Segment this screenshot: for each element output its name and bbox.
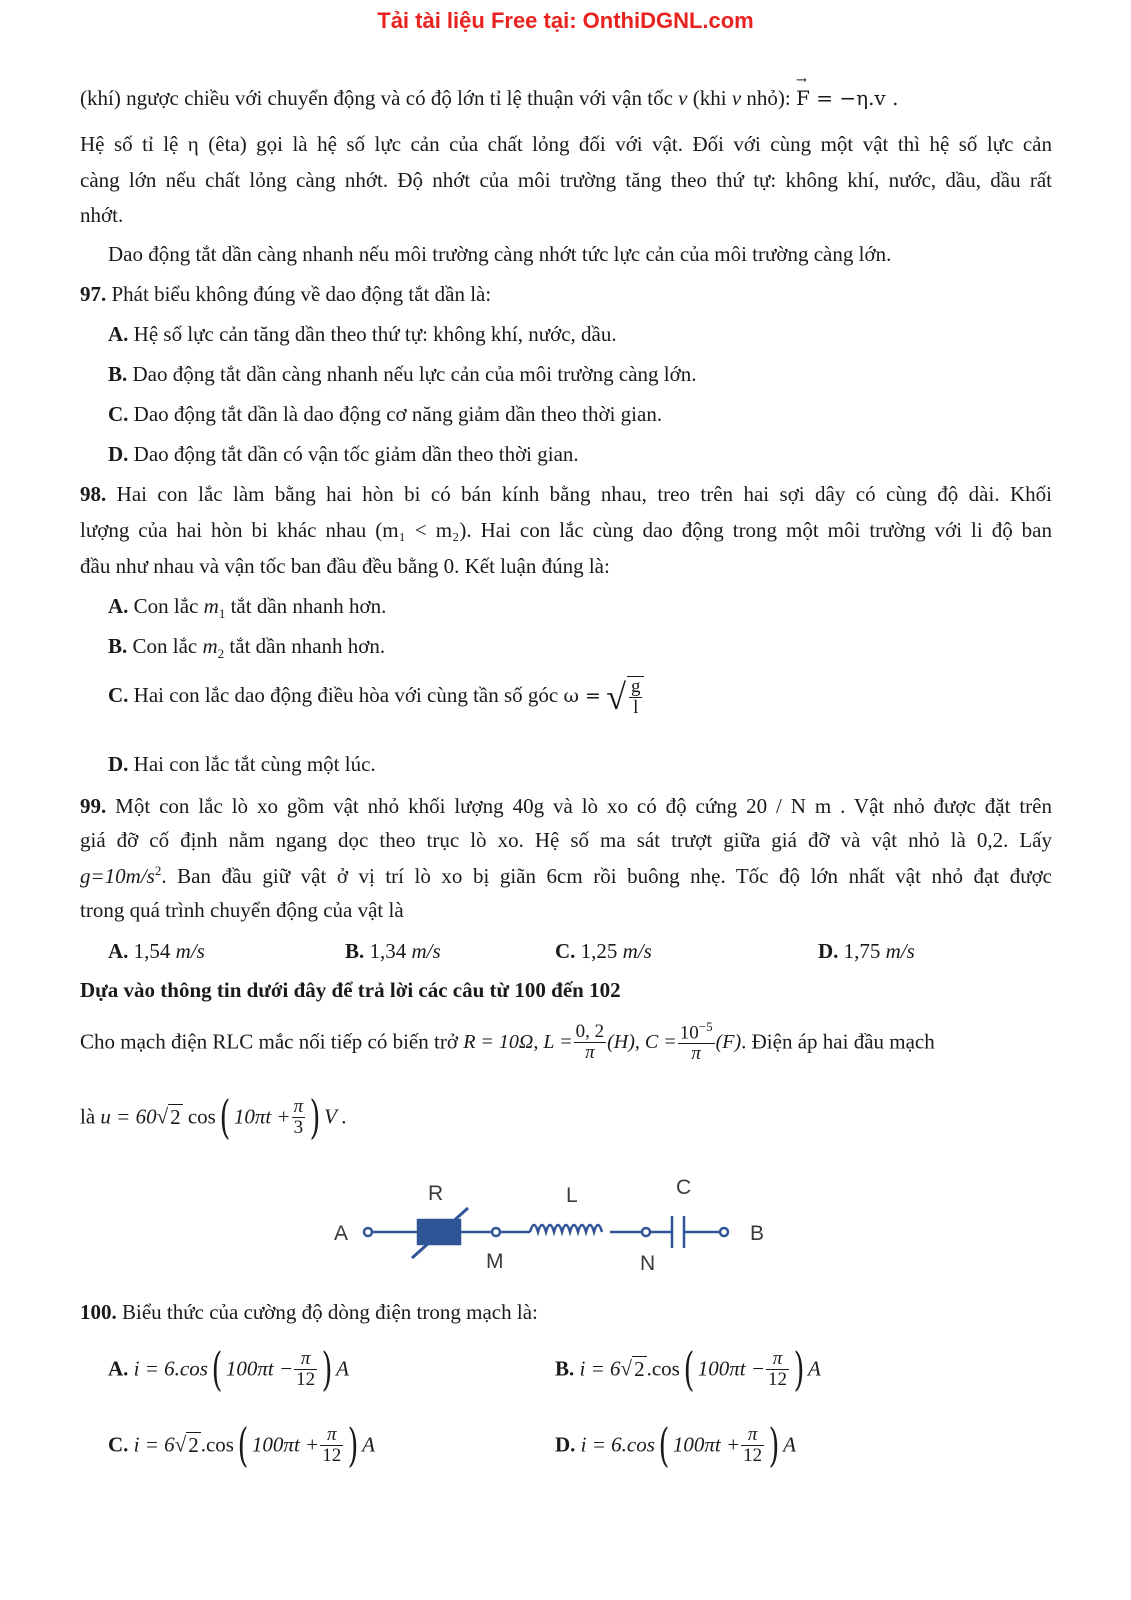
q99-stem-line3: $g=10m/s^2$. Ban đầu giữ vật ở vị trí lò xo bị giãn 6cm rồi buông nhẹ. Tốc độ lớn nhất vật nhỏ đạt được bbox=[80, 863, 1052, 888]
download-banner[interactable]: Tải tài liệu Free tại: OnthiDGNL.com bbox=[377, 8, 754, 33]
q99-option-a[interactable]: A. 1,54 m/s bbox=[108, 939, 205, 963]
q98-option-c[interactable]: C. Hai con lắc dao động điều hòa với cùng tần số góc ω = √ $\frac{g}{l}$ bbox=[108, 676, 645, 718]
intro-line-1 bbox=[80, 88, 898, 109]
inductor-l bbox=[530, 1225, 602, 1232]
q97-text: Phát biểu không đúng về dao động tắt dần là: bbox=[106, 282, 492, 306]
q98-option-d[interactable]: D. Hai con lắc tắt cùng một lúc. bbox=[108, 752, 376, 776]
terminal-b bbox=[720, 1228, 728, 1236]
q100-number: 100. bbox=[80, 1300, 117, 1324]
q99-stem-line1: 99. Một con lắc lò xo gồm vật nhỏ khối lượng 40g và lò xo có độ cứng 20 / N m . Vật nhỏ được đặt trên bbox=[80, 794, 1052, 818]
q98-stem-line3: đầu như nhau và vận tốc ban đầu đều bằng 0. Kết luận đúng là: bbox=[80, 554, 610, 578]
terminal-a bbox=[364, 1228, 372, 1236]
q97-option-d[interactable]: D. Dao động tắt dần có vận tốc giảm dần theo thời gian. bbox=[108, 442, 579, 466]
q100-option-c[interactable]: C. i = 6√2.cos( 100πt + $\frac{\pi}{12}$ ) A bbox=[108, 1418, 375, 1472]
rlc-values: R = 10Ω, L = bbox=[463, 1031, 573, 1054]
label-a: A bbox=[334, 1222, 349, 1245]
var-v: v bbox=[678, 86, 688, 110]
q99-number: 99. bbox=[80, 794, 107, 818]
group-title: Dựa vào thông tin dưới đây để trả lời các câu từ 100 đến 102 bbox=[80, 978, 621, 1002]
drag-force-formula: → F = −η.v . bbox=[796, 86, 898, 110]
q100-option-a[interactable]: A. i = 6.cos( 100πt − $\frac{\pi}{12}$ ) A bbox=[108, 1342, 349, 1396]
q99-stem-line2: giá đỡ cố định nằm ngang dọc theo trục lò xo. Hệ số ma sát trượt giữa giá đỡ và vật nhỏ là 0,2. Lấy bbox=[80, 828, 1052, 852]
q97-number: 97. bbox=[80, 282, 107, 306]
q99-option-b[interactable]: B. 1,34 m/s bbox=[345, 939, 441, 963]
q97-option-a[interactable]: A. Hệ số lực cản tăng dần theo thứ tự: không khí, nước, dầu. bbox=[108, 322, 617, 346]
intro-para2-line2: càng lớn nếu chất lỏng càng nhớt. Độ nhớt của môi trường tăng theo thứ tự: không khí, nước, dầu, dầu rất bbox=[80, 168, 1052, 192]
var-v2: v bbox=[731, 86, 742, 110]
intro-text-end: nhỏ): bbox=[741, 86, 791, 110]
intro-para3: Dao động tắt dần càng nhanh nếu môi trường càng nhớt tức lực cản của môi trường càng lớn. bbox=[108, 242, 892, 266]
rlc-circuit-diagram bbox=[320, 1170, 800, 1280]
label-l: L bbox=[566, 1184, 578, 1207]
q97-option-c[interactable]: C. Dao động tắt dần là dao động cơ năng giảm dần theo thời gian. bbox=[108, 402, 663, 426]
node-n bbox=[642, 1228, 650, 1236]
label-r: R bbox=[428, 1182, 444, 1205]
q97-option-b[interactable]: B. Dao động tắt dần càng nhanh nếu lực cản của môi trường càng lớn. bbox=[108, 362, 697, 386]
label-n: N bbox=[640, 1252, 656, 1275]
label-c: C bbox=[676, 1176, 692, 1199]
group-line1: Cho mạch điện RLC mắc nối tiếp có biến trở R = 10Ω, L = $\frac{0, 2}{\pi}$ (H), C = $\frac{10^{-5}}{\pi}$ (F). Điện áp hai đầu mạch bbox=[80, 1019, 935, 1065]
q100-stem: 100. Biểu thức của cường độ dòng điện trong mạch là: bbox=[80, 1300, 538, 1324]
q97-stem bbox=[80, 284, 491, 305]
intro-text-mid: (khi bbox=[687, 86, 732, 110]
intro-para2-line1: Hệ số tỉ lệ η (êta) gọi là hệ số lực cản của chất lỏng đối với vật. Đối với cùng một vật thì hệ số lực cản bbox=[80, 132, 1052, 156]
node-m bbox=[492, 1228, 500, 1236]
q98-stem-line1: 98. Hai con lắc làm bằng hai hòn bi có bán kính bằng nhau, treo trên hai sợi dây có cùng độ dài. Khối bbox=[80, 482, 1052, 506]
sqrt-g-over-l: √ $\frac{g}{l}$ bbox=[606, 676, 645, 718]
q98-number: 98. bbox=[80, 482, 107, 506]
intro-text: (khí) ngược chiều với chuyển động và có độ lớn tỉ lệ thuận với vận tốc bbox=[80, 86, 679, 110]
intro-para2-line3: nhớt. bbox=[80, 203, 124, 227]
q100-option-b[interactable]: B. i = 6√2.cos( 100πt − $\frac{\pi}{12}$ ) A bbox=[555, 1342, 821, 1396]
q98-option-b[interactable]: B. Con lắc $m_2$ tắt dần nhanh hơn. bbox=[108, 634, 386, 662]
q98-stem-line2: lượng của hai hòn bi khác nhau (m₁ < m₂). Hai con lắc cùng dao động trong một môi trường với li độ ban bbox=[80, 518, 1052, 542]
q99-option-d[interactable]: D. 1,75 m/s bbox=[818, 939, 915, 963]
label-b: B bbox=[750, 1222, 765, 1245]
label-m: M bbox=[486, 1250, 504, 1273]
q99-option-c[interactable]: C. 1,25 m/s bbox=[555, 939, 652, 963]
q99-stem-line4: trong quá trình chuyển động của vật là bbox=[80, 898, 404, 922]
omega-symbol: ω = bbox=[563, 684, 601, 707]
q100-option-d[interactable]: D. i = 6.cos( 100πt + $\frac{\pi}{12}$ ) A bbox=[555, 1418, 796, 1472]
group-line2-voltage: là u = 60√2 cos( 10πt + $\frac{\pi}{3}$ ) V . bbox=[80, 1090, 348, 1144]
q98-option-a[interactable]: A. Con lắc $m_1$ tắt dần nhanh hơn. bbox=[108, 594, 387, 622]
